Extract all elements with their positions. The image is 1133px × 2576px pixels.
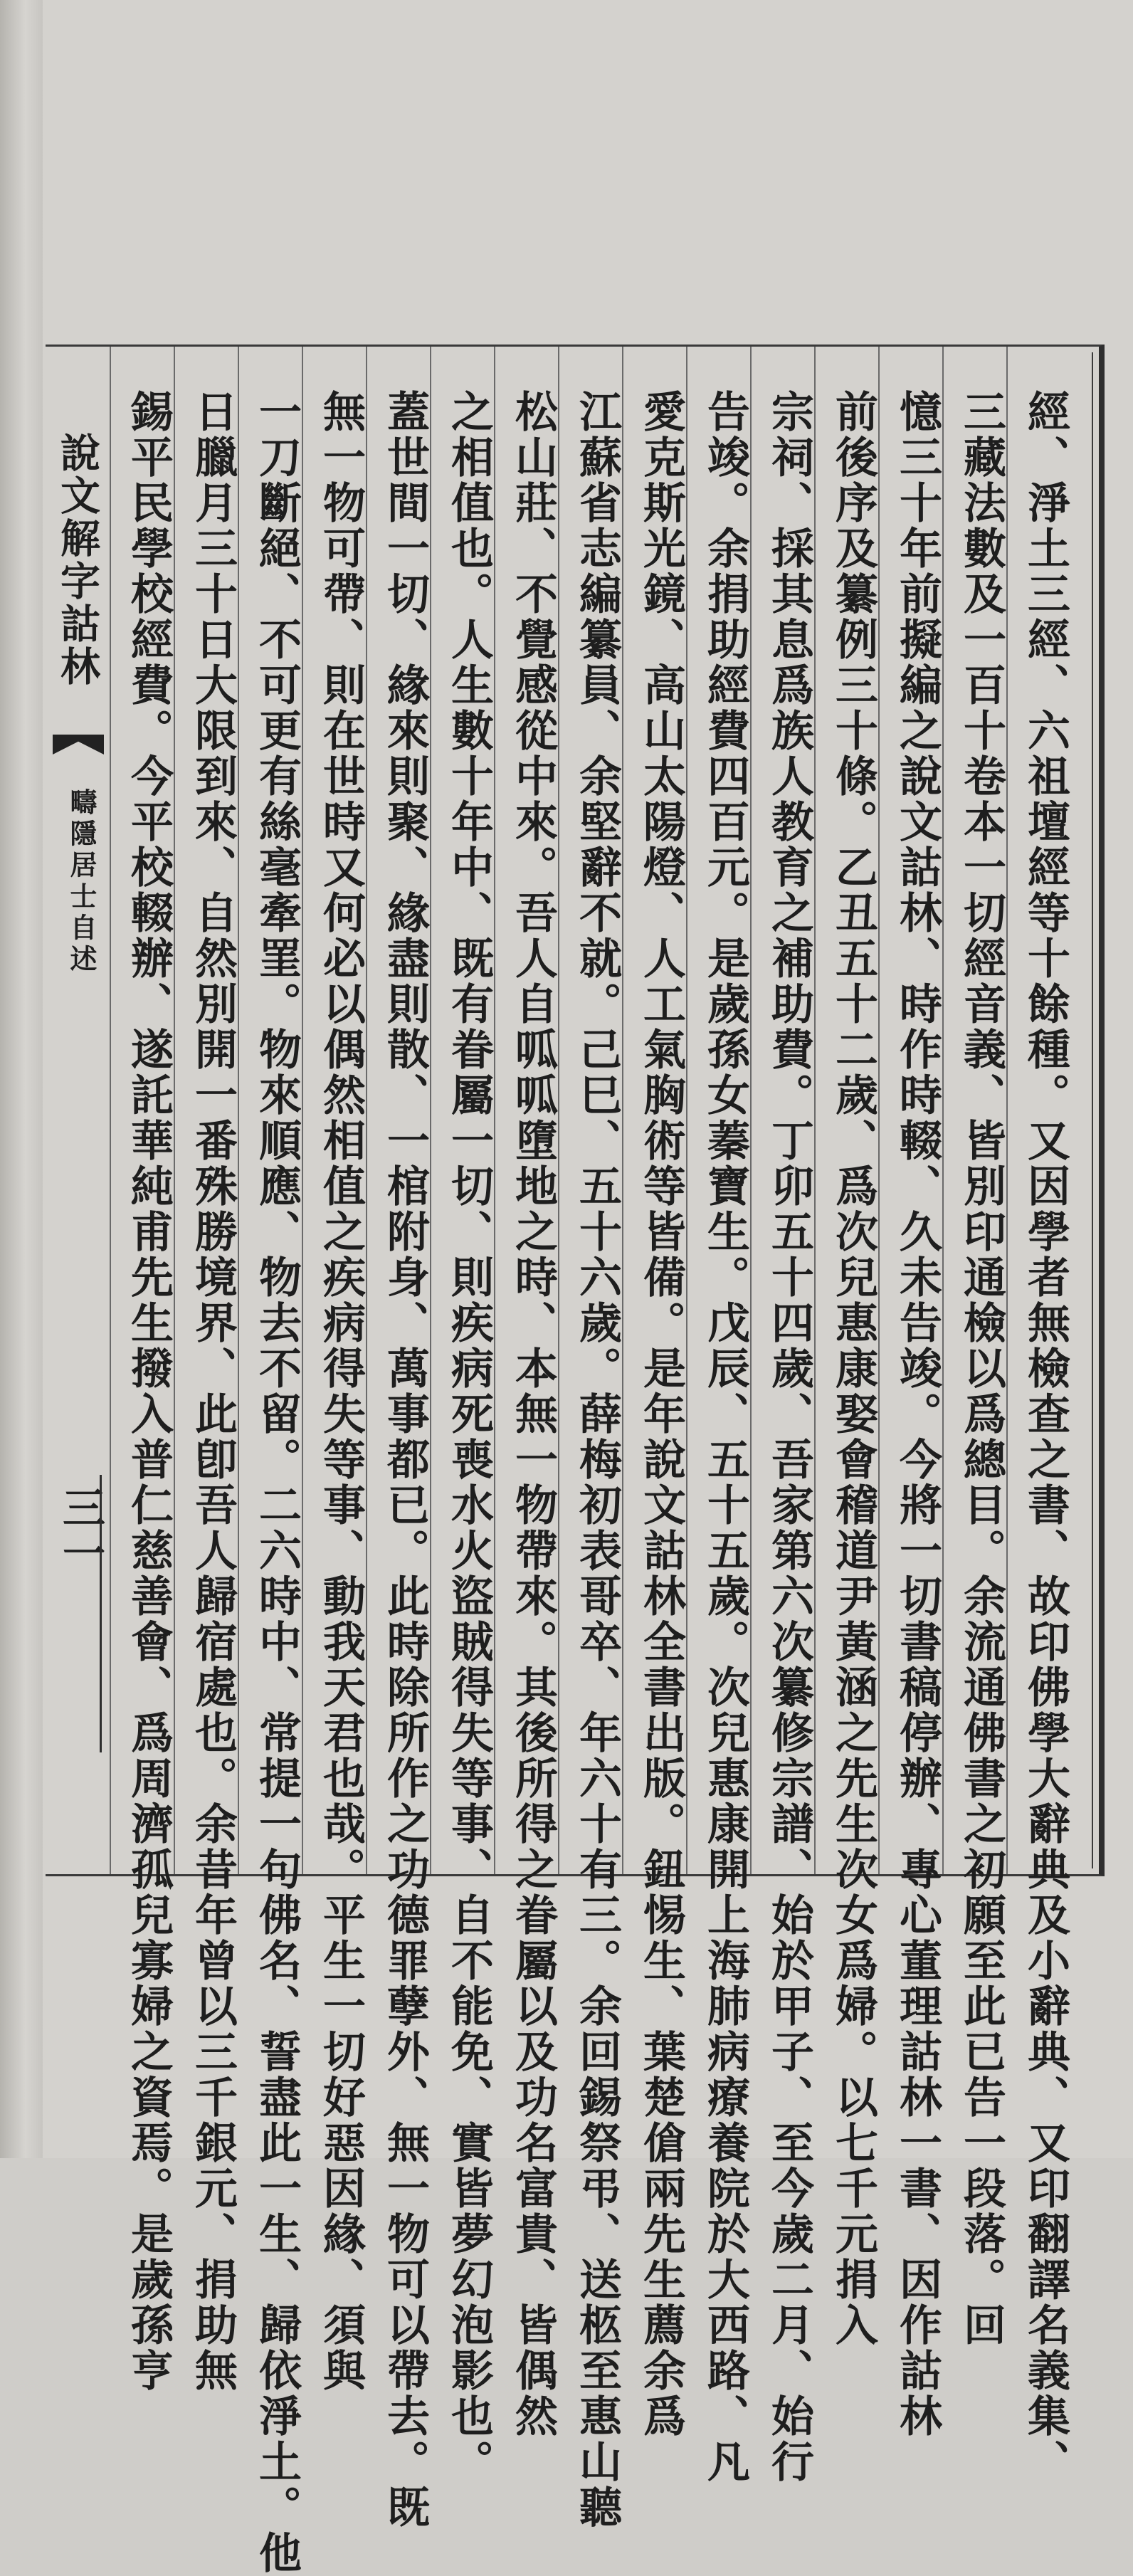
fishtail-mark <box>53 735 104 755</box>
page-number: 三一 <box>56 1486 105 1577</box>
text-column: 松山莊、不覺感從中來。吾人自呱呱墮地之時、本無一物帶來。其後所得之眷屬以及功名富貴、皆偶然 <box>508 389 558 2439</box>
book-binding-edge <box>0 0 44 2158</box>
book-title: 說文解字詁林 <box>54 432 101 688</box>
column-rule <box>110 347 111 1874</box>
text-column: 一刀斷絕、不可更有絲毫牽罣。物來順應、物去不留。二六時中、常提一句佛名、誓盡此一生、歸依淨土。他 <box>252 389 302 2576</box>
text-column: 憶三十年前擬編之說文詁林、時作時輟、久未告竣。今將一切書稿停辦、專心董理詁林一書、因作詁林 <box>892 389 942 2439</box>
text-column: 三藏法數及一百十卷本一切經音義、皆別印通檢以爲總目。余流通佛書之初願至此已告一段落。回 <box>957 389 1006 2348</box>
text-column: 前後序及纂例三十條。乙丑五十二歲、爲次兒惠康娶會稽道尹黃涵之先生次女爲婦。以七千元捐入 <box>828 389 878 2348</box>
text-column: 蓋世間一切、緣來則聚、緣盡則散、一棺附身、萬事都已。此時除所作之功德罪孽外、無一物可以帶去。既 <box>380 389 430 2530</box>
text-column: 無一物可帶、則在世時又何必以偶然相值之疾病得失等事、動我天君也哉。平生一切好惡因緣、須與 <box>316 389 366 2394</box>
page-number-rule <box>100 1475 102 1752</box>
text-column: 愛克斯光鏡、高山太陽燈、人工氣胸術等皆備。是年說文詁林全書出版。鈕惕生、葉楚傖兩先生薦余爲 <box>636 389 686 2439</box>
chapter-subtitle: 疇隱居士自述 <box>65 788 98 976</box>
text-column: 經、淨土三經、六祖壇經等十餘種。又因學者無檢查之書、故印佛學大辭典及小辭典、又印翻譯名義集、 <box>1021 389 1070 2485</box>
text-column: 江蘇省志編纂員、余堅辭不就。己巳、五十六歲。薛梅初表哥卒、年六十有三。余回錫祭弔、送柩至惠山聽 <box>572 389 622 2530</box>
page-margin-column <box>46 347 110 1874</box>
text-column: 宗祠、採其息爲族人教育之補助費。丁卯五十四歲、吾家第六次纂修宗譜、始於甲子、至今歲二月、始行 <box>764 389 814 2485</box>
printed-frame <box>46 345 1105 2576</box>
text-column: 告竣。余捐助經費四百元。是歲孫女蓁寶生。戊辰、五十五歲。次兒惠康開上海肺病療養院於大西路、凡 <box>700 389 750 2485</box>
text-column: 日臘月三十日大限到來、自然別開一番殊勝境界、此卽吾人歸宿處也。余昔年曾以三千銀元、捐助無 <box>188 389 238 2394</box>
text-column: 之相值也。人生數十年中、既有眷屬一切、則疾病死喪水火盜賊得失等事、自不能免、實皆夢幻泡影也。 <box>444 389 494 2485</box>
text-column: 錫平民學校經費。今平校輟辦、遂託華純甫先生撥入普仁慈善會、爲周濟孤兒寡婦之資焉。是歲孫亨 <box>124 389 174 2394</box>
